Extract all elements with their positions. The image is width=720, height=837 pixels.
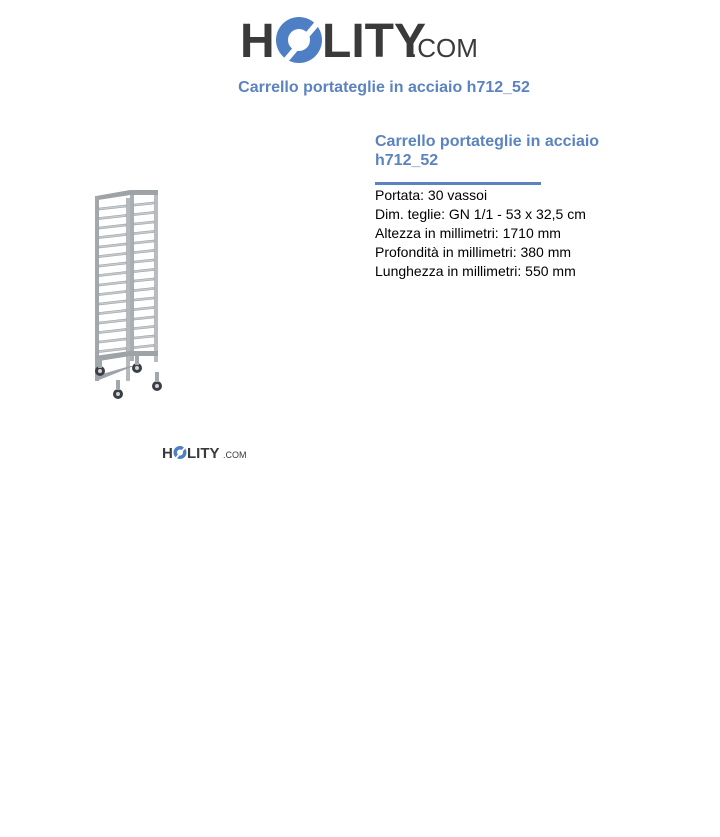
spec-item-height: Altezza in millimetri: 1710 mm	[375, 225, 561, 241]
product-specs	[375, 186, 586, 281]
logo-o-icon	[276, 17, 322, 63]
watermark-letter-h: H	[162, 445, 173, 462]
spec-item-length: Lunghezza in millimetri: 550 mm	[375, 263, 576, 279]
holity-watermark-logo	[162, 443, 250, 463]
logo-letter-h: H	[240, 15, 275, 68]
tray-trolley-image	[82, 186, 177, 406]
page-title: Carrello portateglie in acciaio h712_52	[238, 79, 530, 96]
watermark-letters-lity: LITY	[187, 445, 220, 462]
spec-item-tray-size: Dim. teglie: GN 1/1 - 53 x 32,5 cm	[375, 206, 586, 222]
holity-logo[interactable]	[240, 10, 480, 68]
logo-dot-com: .COM	[410, 33, 478, 63]
product-name: Carrello portateglie in acciaio h712_52	[375, 133, 600, 169]
watermark-o-icon	[174, 446, 187, 459]
spec-item-capacity: Portata: 30 vassoi	[375, 187, 488, 203]
spec-item-depth: Profondità in millimetri: 380 mm	[375, 244, 572, 260]
watermark-dot-com: .COM	[223, 450, 247, 460]
title-divider	[375, 182, 541, 185]
logo-letters-lity: LITY	[322, 15, 426, 68]
